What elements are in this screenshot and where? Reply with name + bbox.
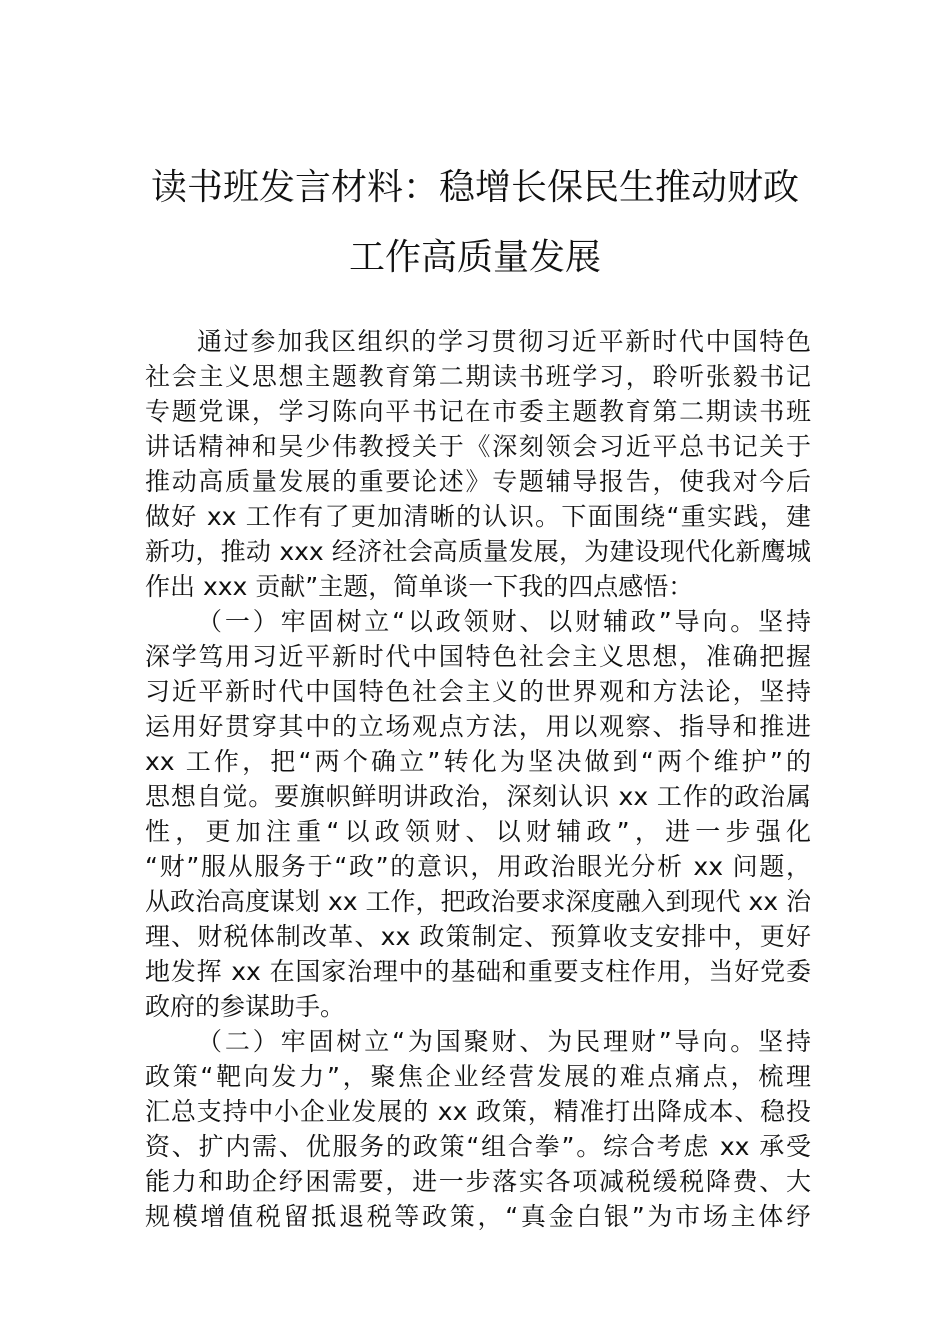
text-line: 社会主义思想主题教育第二期读书班学习，聆听张毅书记 — [145, 362, 811, 391]
text-line: 深学笃用习近平新时代中国特色社会主义思想，准确把握 — [145, 642, 811, 671]
text-line: 运用好贯穿其中的立场观点方法，用以观察、指导和推进 — [145, 712, 811, 741]
text-line: 理、财税体制改革、xx 政策制定、预算收支安排中，更好 — [145, 922, 811, 951]
text-line: xx 工作，把“两个确立”转化为坚决做到“两个维护”的 — [145, 747, 811, 776]
text-line: 新功，推动 xxx 经济社会高质量发展，为建设现代化新鹰城 — [145, 537, 811, 566]
text-line: 资、扩内需、优服务的政策“组合拳”。综合考虑 xx 承受 — [145, 1132, 811, 1161]
text-line: 从政治高度谋划 xx 工作，把政治要求深度融入到现代 xx 治 — [145, 887, 811, 916]
text-line: 通过参加我区组织的学习贯彻习近平新时代中国特色 — [197, 327, 811, 356]
text-line: （一）牢固树立“以政领财、以财辅政”导向。坚持 — [197, 607, 811, 636]
text-line: 能力和助企纾困需要，进一步落实各项减税缓税降费、大 — [145, 1167, 811, 1196]
paragraph-section-2 — [145, 1024, 811, 1234]
document-body — [145, 324, 811, 1234]
text-line: 专题党课，学习陈向平书记在市委主题教育第二期读书班 — [145, 397, 811, 426]
text-line: 地发挥 xx 在国家治理中的基础和重要支柱作用，当好党委 — [145, 957, 811, 986]
text-line: 性，更加注重“以政领财、以财辅政”，进一步强化 — [145, 817, 811, 846]
text-line: 政府的参谋助手。 — [145, 992, 346, 1021]
text-line: 作出 xxx 贡献”主题，简单谈一下我的四点感悟： — [145, 572, 694, 601]
document-title-line-2: 工作高质量发展 — [348, 237, 601, 278]
text-line: 做好 xx 工作有了更加清晰的认识。下面围绕“重实践，建 — [145, 502, 811, 531]
text-line: （二）牢固树立“为国聚财、为民理财”导向。坚持 — [197, 1027, 811, 1056]
text-line: 讲话精神和吴少伟教授关于《深刻领会习近平总书记关于 — [145, 432, 811, 461]
text-line: 习近平新时代中国特色社会主义的世界观和方法论，坚持 — [145, 677, 811, 706]
text-line: 汇总支持中小企业发展的 xx 政策，精准打出降成本、稳投 — [145, 1097, 811, 1126]
text-line: “财”服从服务于“政”的意识，用政治眼光分析 xx 问题， — [145, 852, 811, 881]
paragraph-intro — [145, 324, 811, 604]
text-line: 推动高质量发展的重要论述》专题辅导报告，使我对今后 — [145, 467, 811, 496]
paragraph-section-1 — [145, 604, 811, 1024]
text-line: 思想自觉。要旗帜鲜明讲政治，深刻认识 xx 工作的政治属 — [145, 782, 811, 811]
text-line: 规模增值税留抵退税等政策，“真金白银”为市场主体纾 — [145, 1202, 811, 1231]
text-line: 政策“靶向发力”，聚焦企业经营发展的难点痛点，梳理 — [145, 1062, 811, 1091]
document-title-line-1: 读书班发言材料：稳增长保民生推动财政 — [150, 167, 799, 208]
